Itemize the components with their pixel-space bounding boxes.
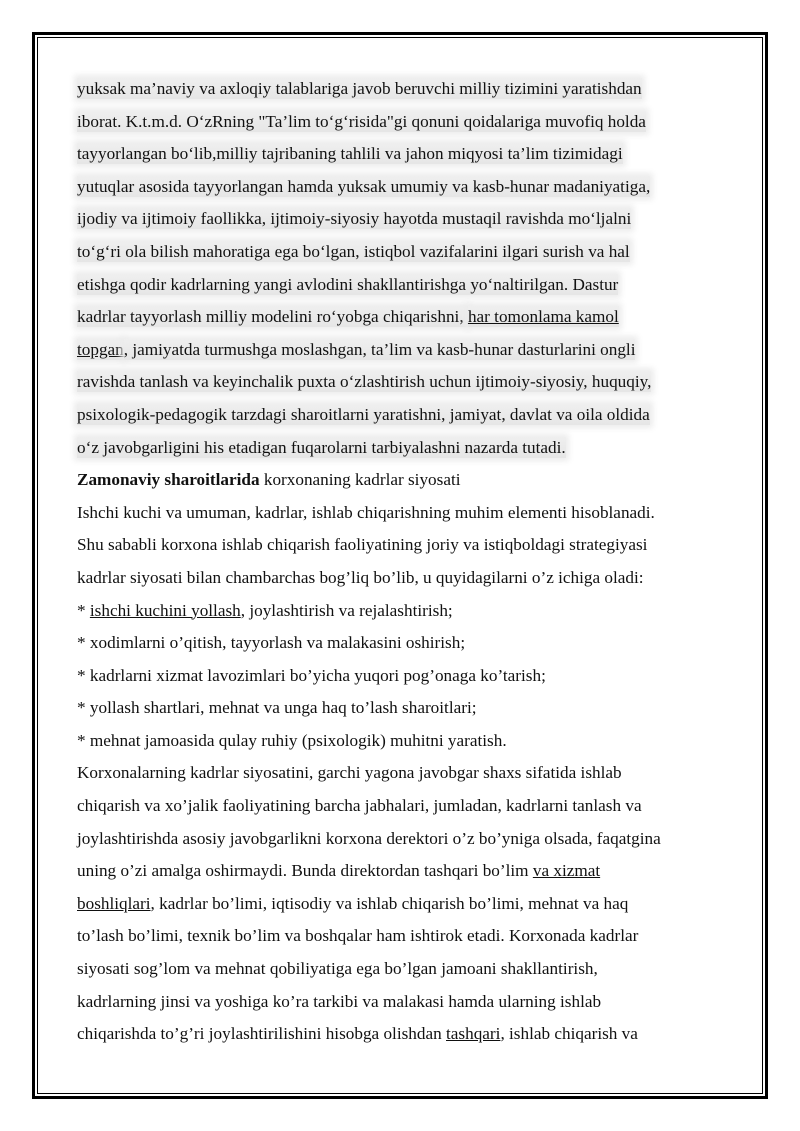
text-run: * mehnat jamoasida qulay ruhiy (psixologik) muhitni yaratish. <box>77 730 507 750</box>
text-line <box>77 953 727 986</box>
text-line <box>77 855 727 888</box>
text-run: kadrlar siyosati bilan chambarchas bog’liq bo’lib, u quyidagilarni o’z ichiga oladi: <box>77 567 644 587</box>
text-line <box>77 399 727 432</box>
text-run: Ishchi kuchi va umuman, kadrlar, ishlab chiqarishning muhim elementi hisoblanadi. <box>77 502 655 522</box>
text-run: chiqarish va xo’jalik faoliyatining barcha jabhalari, jumladan, kadrlarni tanlash va <box>77 796 642 816</box>
text-run: joylashtirishda asosiy javobgarlikni korxona derektori o’z bo’yniga olsada, faqatgina <box>77 828 661 848</box>
text-line <box>77 366 727 399</box>
text-line <box>77 269 727 302</box>
hyperlink-va-xizmat[interactable]: va xizmat <box>532 861 601 881</box>
text-run: ravishda tanlash va keyinchalik puxta o‘zlashtirish uchun ijtimoiy-siyosiy, huquqiy, <box>77 372 652 392</box>
text-run: yutuqlar asosida tayyorlangan hamda yuksak umumiy va kasb-hunar madaniyatiga, <box>77 176 651 196</box>
text-run: o‘z javobgarligini his etadigan fuqarolarni tarbiyalashni nazarda tutadi. <box>77 437 566 457</box>
text-run: ijodiy va ijtimoiy faollikka, ijtimoiy-siyosiy hayotda mustaqil ravishda mo‘ljalni <box>77 209 632 229</box>
text-line <box>77 790 727 823</box>
hyperlink-topgan[interactable]: topgan <box>77 339 124 359</box>
text-run: , ishlab chiqarish va <box>500 1024 638 1044</box>
text-line <box>77 301 727 334</box>
text-line <box>77 562 727 595</box>
text-line <box>77 334 727 367</box>
text-line <box>77 757 727 790</box>
document-body <box>77 73 727 1051</box>
hyperlink-har-tomonlama[interactable]: har tomonlama kamol <box>467 307 619 327</box>
text-run: Shu sababli korxona ishlab chiqarish faoliyatining joriy va istiqboldagi strategiyasi <box>77 535 648 555</box>
text-line <box>77 1018 727 1051</box>
section-heading <box>77 464 727 497</box>
text-line <box>77 138 727 171</box>
list-item <box>77 660 727 693</box>
text-line <box>77 920 727 953</box>
text-run: * kadrlarni xizmat lavozimlari bo’yicha yuqori pog’onaga ko’tarish; <box>77 665 546 685</box>
text-line <box>77 529 727 562</box>
text-line <box>77 432 727 465</box>
text-line <box>77 203 727 236</box>
hyperlink-boshliqlari[interactable]: boshliqlari <box>77 893 151 913</box>
heading-text: korxonaning kadrlar siyosati <box>259 470 461 490</box>
text-run: to’lash bo’limi, texnik bo’lim va boshqalar ham ishtirok etadi. Korxonada kadrlar <box>77 926 639 946</box>
text-line <box>77 823 727 856</box>
text-run: to‘g‘ri ola bilish mahoratiga ega bo‘lgan, istiqbol vazifalarini ilgari surish va hal <box>77 241 630 261</box>
text-run: kadrlarning jinsi va yoshiga ko’ra tarkibi va malakasi hamda ularning ishlab <box>77 991 602 1011</box>
text-line <box>77 986 727 1019</box>
text-run: yuksak ma’naviy va axloqiy talablariga javob beruvchi milliy tizimini yaratishdan <box>77 79 642 98</box>
text-run: , jamiyatda turmushga moslashgan, ta’lim va kasb-hunar dasturlarini ongli <box>123 339 636 359</box>
text-run: psixologik-pedagogik tarzdagi sharoitlarni yaratishni, jamiyat, davlat va oila oldida <box>77 404 650 424</box>
text-run: siyosati sog’lom va mehnat qobiliyatiga ega bo’lgan jamoani shakllantirish, <box>77 959 598 979</box>
text-run: iborat. K.t.m.d. O‘zRning "Ta’lim to‘g‘risida"gi qonuni qoidalariga muvofiq holda <box>77 111 646 131</box>
list-item <box>77 692 727 725</box>
heading-bold-text: Zamonaviy sharoitlarida <box>77 470 260 490</box>
text-run: tayyorlangan bo‘lib,milliy tajribaning tahlili va jahon miqyosi ta’lim tizimidagi <box>77 144 623 164</box>
text-run: kadrlar tayyorlash milliy modelini ro‘yobga chiqarishni, <box>77 307 468 327</box>
text-line <box>77 497 727 530</box>
list-bullet: * <box>77 600 90 620</box>
list-item <box>77 725 727 758</box>
text-line <box>77 106 727 139</box>
hyperlink-tashqari[interactable]: tashqari <box>446 1024 501 1044</box>
text-run: chiqarishda to’g’ri joylashtirilishini hisobga olishdan <box>77 1024 447 1044</box>
text-line <box>77 236 727 269</box>
text-line <box>77 171 727 204</box>
list-item <box>77 595 727 628</box>
text-line <box>77 888 727 921</box>
text-run: Korxonalarning kadrlar siyosatini, garchi yagona javobgar shaxs sifatida ishlab <box>77 763 622 783</box>
text-run: * xodimlarni o’qitish, tayyorlash va malakasini oshirish; <box>77 633 466 653</box>
hyperlink-ishchi-kuchini[interactable]: ishchi kuchini yollash <box>89 600 241 620</box>
text-run: , joylashtirish va rejalashtirish; <box>240 600 453 620</box>
text-run: * yollash shartlari, mehnat va unga haq to’lash sharoitlari; <box>77 698 477 718</box>
text-line <box>77 73 727 106</box>
text-run: uning o’zi amalga oshirmaydi. Bunda direktordan tashqari bo’lim <box>77 861 533 881</box>
list-item <box>77 627 727 660</box>
text-run: etishga qodir kadrlarning yangi avlodini shakllantirishga yo‘naltirilgan. Dastur <box>77 274 619 294</box>
text-run: , kadrlar bo’limi, iqtisodiy va ishlab chiqarish bo’limi, mehnat va haq <box>150 893 629 913</box>
